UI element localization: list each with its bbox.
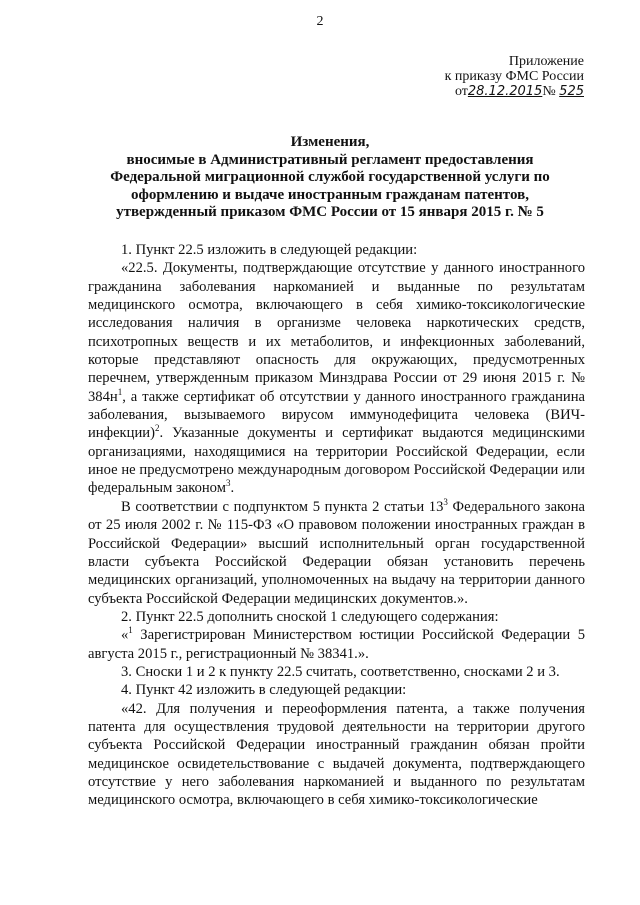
text-segment: , а также сертификат об отсутствии у данного иностранного гражданина заболевания, вызываемого вирусом иммунодефицита человека (ВИЧ-инфекции) (88, 388, 585, 442)
paragraph-22-5-text (88, 259, 585, 497)
title-line-3: Федеральной миграционной службой государственной услуги по (110, 169, 550, 185)
text-segment: Зарегистрирован Министерством юстиции Российской Федерации 5 августа 2015 г., регистрационный № 38341.». (88, 627, 585, 662)
title-line-4: оформлению и выдаче иностранным гражданам патентов, (131, 186, 529, 203)
footnote-mark-1: 1 (128, 625, 133, 636)
paragraph-footnote-text (88, 626, 585, 663)
text-segment: В соответствии с подпунктом 5 пункта 2 статьи 13 (121, 498, 444, 515)
appendix-label: Приложение (508, 54, 584, 69)
appendix-date-number (394, 84, 584, 99)
paragraph-item-1: 1. Пункт 22.5 изложить в следующей редакции: (121, 242, 418, 258)
text-segment: . Указанные документы и сертификат выдаются медицинскими организациями, находящимися на территории Российской Федерации, если иное не предусмотрено международным договором Российской Федерации или федеральным законом (88, 425, 585, 497)
text-segment: « (121, 627, 129, 644)
document-title (70, 134, 590, 222)
appendix-block (394, 54, 584, 99)
title-line-1: Изменения, (290, 134, 370, 150)
footnote-ref-2: 2 (154, 423, 160, 434)
text-segment: Федерального закона от 25 июля 2002 г. № 115-ФЗ «О правовом положении иностранных граждан в Российской Федерации» высший исполнительный орган государственной власти субъекта Российской Федерации обязан установить перечень медицинских организаций, уполномоченных на выдачу на территории данного субъекта Российской Федерации медицинских документов.». (88, 498, 585, 607)
appendix-order-ref: к приказу ФМС России (444, 69, 584, 84)
paragraph-item-2: 2. Пункт 22.5 дополнить сноской 1 следующего содержания: (121, 608, 499, 625)
text-segment: . (230, 480, 235, 497)
title-line-5: утвержденный приказом ФМС России от 15 января 2015 г. № 5 (116, 204, 544, 220)
paragraph-42-text: «42. Для получения и переоформления патента, а также получения патента для осуществления трудовой деятельности на территории другого субъекта Российской Федерации иностранный гражданин обязан пройти медицинское освидетельствование с выдачей документа, подтверждающего отсутствие у него заболевания наркоманией и выданного по результатам медицинского осмотра, включающего в себя химико-токсикологические (88, 700, 585, 809)
superscript-article: 3 (443, 496, 448, 507)
title-line-2: вносимые в Административный регламент предоставления (126, 151, 534, 168)
page-number: 2 (316, 14, 324, 29)
paragraph-law-reference (88, 498, 585, 608)
paragraph-item-3: 3. Сноски 1 и 2 к пункту 22.5 считать, соответственно, сносками 2 и 3. (121, 663, 560, 680)
handwritten-date: 28.12.2015 (467, 84, 543, 99)
paragraph-item-4: 4. Пункт 42 изложить в следующей редакции: (121, 682, 407, 699)
number-prefix: № (542, 84, 556, 99)
handwritten-number: 525 (559, 84, 584, 99)
document-body (88, 241, 585, 810)
text-segment: «22.5. Документы, подтверждающие отсутствие у данного иностранного гражданина заболевания наркоманией и выданные по результатам медицинского осмотра, включающего в себя химико-токсикологические исследования наличия в организме человека наркотических средств, психотропных веществ и их метаболитов, и инфекционных заболеваний, которые представляют опасность для окружающих, предусмотренных перечнем, утвержденным приказом Минздрава России от 29 июня 2015 г. № 384н (88, 260, 585, 405)
footnote-ref-3: 3 (225, 478, 231, 489)
footnote-ref-1: 1 (117, 386, 123, 397)
date-prefix: от (454, 84, 468, 99)
